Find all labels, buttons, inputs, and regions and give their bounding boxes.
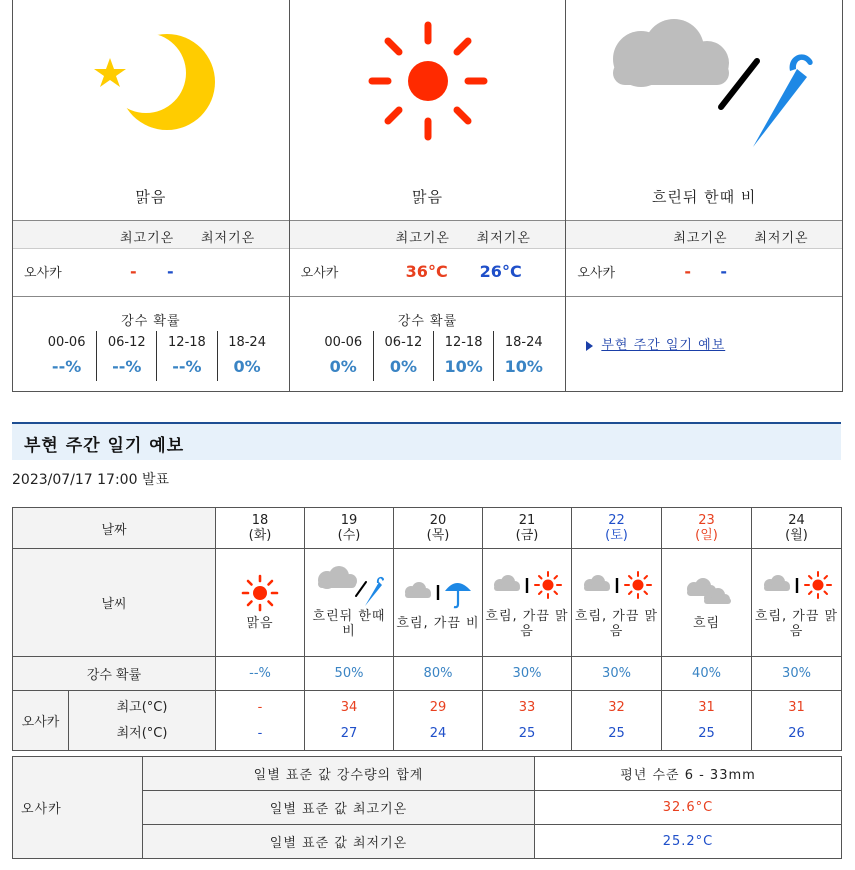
high-temp: 33 xyxy=(518,699,536,715)
temp-header-row xyxy=(566,220,842,249)
weather-text: 맑음 xyxy=(246,616,274,631)
temp-header-row xyxy=(290,220,566,249)
rain-slot-time: 18-24 xyxy=(228,335,266,350)
day-of-week: (화) xyxy=(248,528,272,543)
rain-slot-time: 18-24 xyxy=(504,335,543,350)
cloud-sometimes-sun-icon xyxy=(752,567,841,605)
temp-cell xyxy=(305,691,394,751)
weather-cell xyxy=(305,549,394,657)
sun-icon xyxy=(290,6,566,156)
weather-text: 흐림, 가끔 맑음 xyxy=(574,608,659,639)
rain-slot-time: 12-18 xyxy=(168,335,206,350)
rain-slot xyxy=(493,331,553,381)
rain-probability-cell: 40% xyxy=(662,657,752,691)
high-temp: - xyxy=(684,262,691,281)
low-temp: 27 xyxy=(340,725,358,741)
temp-cell xyxy=(216,691,305,751)
low-temp: 25 xyxy=(608,725,625,741)
day-date: 24 xyxy=(788,513,805,528)
divider xyxy=(290,296,566,297)
rain-slot-value: 0% xyxy=(329,357,357,376)
rain-probability-cell: 80% xyxy=(394,657,483,691)
rain-probability-cell: 30% xyxy=(752,657,842,691)
rain-probability-cell: --% xyxy=(216,657,305,691)
weather-cell xyxy=(216,549,305,657)
temp-header-row xyxy=(13,220,289,249)
cloud-sometimes-sun-icon xyxy=(572,567,661,605)
rain-slot xyxy=(314,331,373,381)
weather-cell xyxy=(662,549,752,657)
rain-probability-title: 강수 확률 xyxy=(397,314,458,329)
low-temp: - xyxy=(720,262,727,281)
day-header xyxy=(216,508,305,549)
moon-star-icon xyxy=(13,6,289,156)
rain-slot-value: 10% xyxy=(444,357,483,376)
rain-slot-value: --% xyxy=(51,357,82,376)
rain-slot-time: 00-06 xyxy=(324,335,363,350)
section-title: 부현 주간 일기 예보 xyxy=(24,436,185,456)
temp-cell xyxy=(752,691,842,751)
normals-value: 32.6°C xyxy=(535,791,842,825)
low-temp: - xyxy=(167,262,174,281)
normals-label: 일별 표준 값 강수량의 합계 xyxy=(143,757,535,791)
weather-cell xyxy=(394,549,483,657)
rain-slot xyxy=(37,331,96,381)
three-day-forecast xyxy=(12,0,843,392)
divider xyxy=(13,296,289,297)
low-temp: 25 xyxy=(518,725,536,741)
day-date: 20 xyxy=(429,513,447,528)
rain-probability-grid xyxy=(314,331,554,381)
date-row xyxy=(13,508,842,549)
temperature-row xyxy=(13,691,842,751)
high-temp: 32 xyxy=(608,699,625,715)
rain-slot-value: --% xyxy=(112,357,142,376)
day-date: 23 xyxy=(698,513,715,528)
day-header xyxy=(752,508,842,549)
rain-slot xyxy=(96,331,156,381)
normals-table xyxy=(12,756,842,859)
temp-labels xyxy=(69,691,216,751)
weather-label: 날씨 xyxy=(13,549,216,657)
rain-probability-title: 강수 확률 xyxy=(121,314,181,329)
low-label: 최저(°C) xyxy=(116,725,168,741)
day-date: 18 xyxy=(251,513,269,528)
day-date: 22 xyxy=(608,513,625,528)
low-temp: 25 xyxy=(698,725,715,741)
cloud-then-umbrella-icon xyxy=(566,6,842,156)
condition-text: 흐린뒤 한때 비 xyxy=(651,188,757,206)
temp-cell xyxy=(483,691,572,751)
rain-slot-time: 00-06 xyxy=(47,335,86,350)
city-label: 오사카 xyxy=(13,691,69,751)
rain-probability-cell: 30% xyxy=(483,657,572,691)
city-name: 오사카 xyxy=(300,266,339,281)
high-temp-header: 최고기온 xyxy=(673,231,728,246)
rain-slot-time: 06-12 xyxy=(384,335,423,350)
day-of-week: (토) xyxy=(605,528,628,543)
normals-label: 일별 표준 값 최저기온 xyxy=(143,825,535,859)
normals-city: 오사카 xyxy=(13,757,143,859)
cloud-sometimes-sun-icon xyxy=(483,567,571,605)
day-date: 21 xyxy=(518,513,536,528)
weather-cell xyxy=(752,549,842,657)
day-header xyxy=(572,508,662,549)
day-of-week: (목) xyxy=(426,528,450,543)
temp-cell xyxy=(662,691,752,751)
low-temp-header: 최저기온 xyxy=(201,231,256,246)
forecast-card-day-after xyxy=(565,0,842,391)
rain-slot-value: 10% xyxy=(504,357,543,376)
condition-text: 맑음 xyxy=(135,188,167,206)
day-header xyxy=(394,508,483,549)
rain-slot-time: 06-12 xyxy=(107,335,146,350)
day-header xyxy=(483,508,572,549)
temp-cell xyxy=(572,691,662,751)
cloud-sometimes-rain-icon xyxy=(394,574,482,612)
forecast-card-tomorrow xyxy=(289,0,566,391)
rain-probability-row xyxy=(13,657,842,691)
day-of-week: (월) xyxy=(785,528,808,543)
city-name: 오사카 xyxy=(24,266,62,281)
low-temp: 24 xyxy=(429,725,447,741)
day-of-week: (일) xyxy=(695,528,718,543)
condition-text: 맑음 xyxy=(412,188,443,206)
high-temp: 34 xyxy=(340,699,358,715)
day-of-week: (금) xyxy=(515,528,539,543)
weekly-forecast-link-label: 부현 주간 일기 예보 xyxy=(601,338,726,353)
high-temp-header: 최고기온 xyxy=(395,231,450,246)
cloud-then-umbrella-icon xyxy=(305,567,393,605)
weather-text: 흐림, 가끔 비 xyxy=(396,616,480,631)
high-label: 최고(°C) xyxy=(116,699,168,715)
weather-row xyxy=(13,549,842,657)
weather-text: 흐린뒤 한때 비 xyxy=(312,608,386,639)
normals-value: 평년 수준 6 - 33mm xyxy=(535,757,842,791)
rain-slot-time: 12-18 xyxy=(444,335,483,350)
weather-text: 흐림 xyxy=(692,616,721,631)
rain-probability-label: 강수 확률 xyxy=(13,657,216,691)
rain-probability-grid xyxy=(37,331,277,381)
high-temp: 31 xyxy=(788,699,805,715)
weather-cell xyxy=(572,549,662,657)
high-temp: 31 xyxy=(698,699,715,715)
rain-slot-value: --% xyxy=(172,357,202,376)
triangle-right-icon xyxy=(586,341,593,351)
sun-icon xyxy=(216,574,304,612)
weekly-forecast-link[interactable] xyxy=(586,334,725,353)
weather-text: 흐림, 가끔 맑음 xyxy=(754,608,839,639)
date-label: 날짜 xyxy=(13,508,216,549)
weather-cell xyxy=(483,549,572,657)
normals-row xyxy=(13,757,842,791)
day-of-week: (수) xyxy=(337,528,361,543)
clouds-icon xyxy=(662,574,751,612)
rain-slot-value: 0% xyxy=(233,357,261,376)
divider xyxy=(566,296,842,297)
issued-time: 2023/07/17 17:00 발표 xyxy=(12,472,169,488)
rain-slot xyxy=(373,331,433,381)
high-temp: 29 xyxy=(429,699,447,715)
weather-text: 흐림, 가끔 맑음 xyxy=(485,608,569,639)
rain-slot xyxy=(156,331,216,381)
temp-cell xyxy=(394,691,483,751)
rain-slot xyxy=(433,331,493,381)
forecast-card-today xyxy=(13,0,289,391)
low-temp: 26°C xyxy=(479,262,522,281)
rain-probability-cell: 30% xyxy=(572,657,662,691)
normals-label: 일별 표준 값 최고기온 xyxy=(143,791,535,825)
high-temp-header: 최고기온 xyxy=(120,231,175,246)
low-temp-header: 최저기온 xyxy=(754,231,809,246)
low-temp-header: 최저기온 xyxy=(476,231,531,246)
high-temp: 36°C xyxy=(405,262,448,281)
low-temp: 26 xyxy=(788,725,805,741)
day-header xyxy=(662,508,752,549)
high-temp: - xyxy=(257,699,263,715)
day-date: 19 xyxy=(340,513,358,528)
high-temp: - xyxy=(130,262,137,281)
rain-slot xyxy=(217,331,277,381)
section-header xyxy=(12,422,841,460)
rain-probability-cell: 50% xyxy=(305,657,394,691)
weekly-forecast-table xyxy=(12,507,842,751)
low-temp: - xyxy=(257,725,263,741)
normals-value: 25.2°C xyxy=(535,825,842,859)
rain-slot-value: 0% xyxy=(389,357,418,376)
city-name: 오사카 xyxy=(577,266,616,281)
day-header xyxy=(305,508,394,549)
